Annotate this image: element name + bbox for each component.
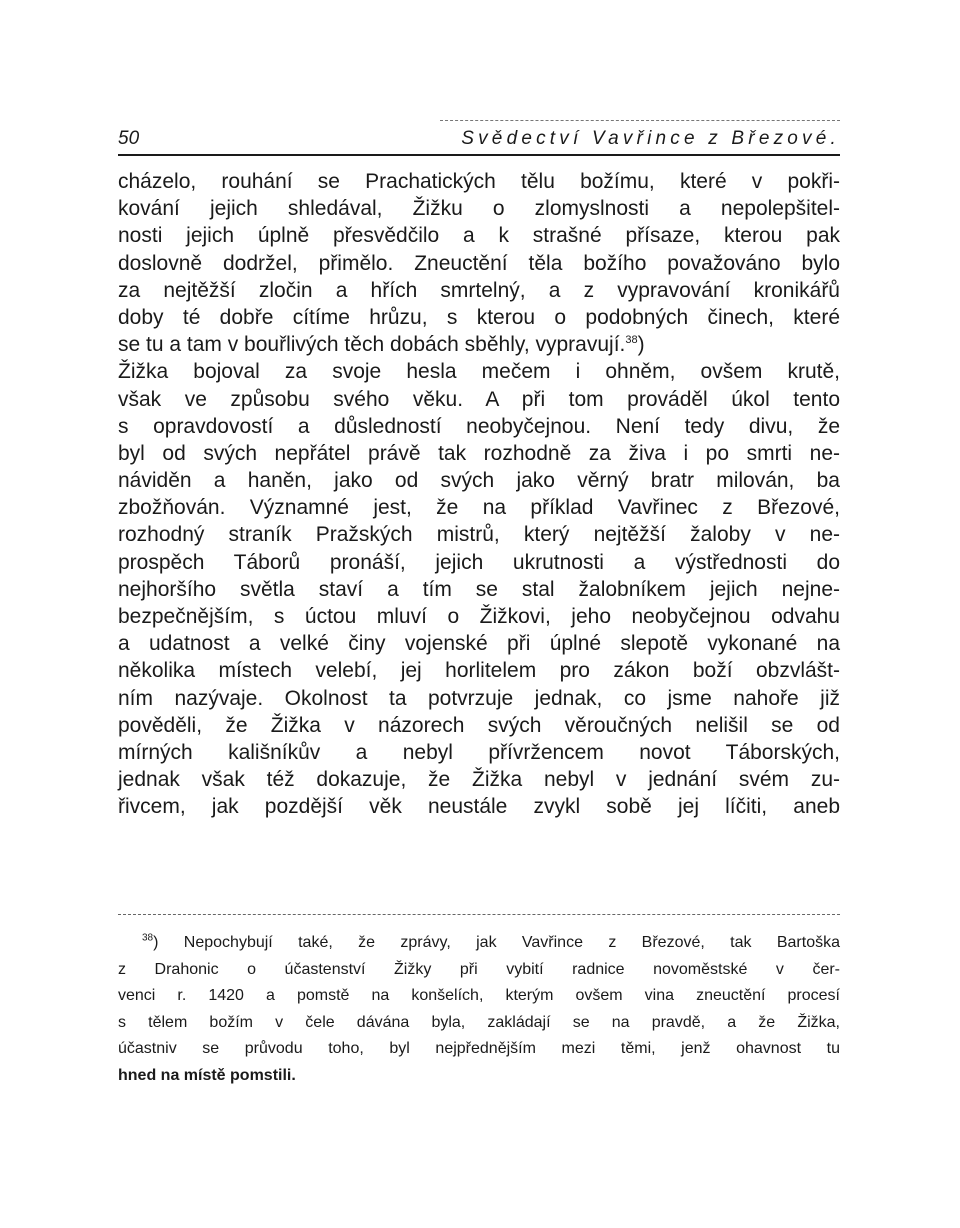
body-line: ním nazývaje. Okolnost ta potvrzuje jednak, co jsme nahoře již <box>118 686 840 710</box>
footnote-line: venci r. 1420 a pomstě na konšelích, kterým ovšem vina zneuctění procesí <box>118 987 840 1004</box>
body-line: a udatnost a velké činy vojenské při úplné slepotě vykonané na <box>118 632 840 656</box>
body-line-with-footnote-ref <box>118 331 840 358</box>
footnote-rule <box>118 914 840 915</box>
body-text <box>118 168 840 821</box>
body-line: řivcem, jak pozdější věk neustále zvykl sobě jej líčiti, aneb <box>118 795 840 819</box>
running-title: Svědectví Vavřince z Březové. <box>461 128 840 149</box>
body-line: zbožňován. Významné jest, že na příklad Vavřinec z Březové, <box>118 496 840 520</box>
footnote-reference-paren: ) <box>637 333 645 357</box>
body-line: nosti jejich úplně přesvědčilo a k strašné přísaze, kterou pak <box>118 224 840 248</box>
body-line: mírných kališníkův a nebyl přívržencem novot Táborských, <box>118 740 840 764</box>
body-line: několika místech velebí, jej horlitelem pro zákon boží obzvlášt- <box>118 659 840 683</box>
body-line: byl od svých nepřátel právě tak rozhodně za živa i po smrti ne- <box>118 441 840 465</box>
footnote-marker: 38 <box>142 932 154 944</box>
body-line: jednak však též dokazuje, že Žižka nebyl v jednání svém zu- <box>118 768 840 792</box>
footnotes <box>118 930 840 1089</box>
footnote-line: s tělem božím v čele dávána byla, zakládají se na pravdě, a že Žižka, <box>118 1013 840 1031</box>
body-line: však ve způsobu svého věku. A při tom prováděl úkol tento <box>118 387 840 411</box>
header-top-rule <box>440 120 840 121</box>
footnote-line: hned na místě pomstili. <box>118 1066 296 1084</box>
body-line: Žižka bojoval za svoje hesla mečem i ohněm, ovšem krutě, <box>118 360 840 384</box>
body-line: kování jejich shledával, Žižku o zlomyslnosti a nepolepšitel- <box>118 197 840 221</box>
footnote-line <box>118 930 840 957</box>
body-line: doslovně dodržel, přimělo. Zneuctění těla božího považováno bylo <box>118 251 840 275</box>
body-line: s opravdovostí a důsledností neobyčejnou. Není tedy divu, že <box>118 414 840 438</box>
footnote-line: z Drahonic o účastenství Žižky při vybití radnice novoměstské v čer- <box>118 960 840 978</box>
footnote-line: účastniv se průvodu toho, byl nejpřednějším mezi těmi, jenž ohavnost tu <box>118 1040 840 1057</box>
header-rule <box>118 154 840 156</box>
body-line: rozhodný straník Pražských mistrů, který nejtěžší žaloby v ne- <box>118 523 840 547</box>
body-line: náviděn a haněn, jako od svých jako věrný bratr milován, ba <box>118 469 840 493</box>
body-line: bezpečnějším, s úctou mluví o Žižkovi, jeho neobyčejnou odvahu <box>118 605 840 628</box>
body-line: nejhoršího světla staví a tím se stal žalobníkem jejich nejne- <box>118 577 840 601</box>
body-line: prospěch Táborů pronáší, jejich ukrutnosti a výstřednosti do <box>118 550 840 574</box>
body-line: pověděli, že Žižka v názorech svých věroučných nelišil se od <box>118 713 840 737</box>
page-number: 50 <box>118 128 140 149</box>
body-line: za nejtěžší zločin a hřích smrtelný, a z vypravování kronikářů <box>118 278 840 302</box>
page-header <box>118 128 840 152</box>
body-line-text: se tu a tam v bouřlivých těch dobách sběhly, vypravují. <box>118 333 626 357</box>
body-line: doby té dobře cítíme hrůzu, s kterou o podobných činech, které <box>118 305 840 329</box>
body-line: cházelo, rouhání se Prachatických tělu božímu, které v pokři- <box>118 170 840 193</box>
footnote-reference: 38 <box>625 334 638 347</box>
footnote-text: ) Nepochybují také, že zprávy, jak Vavřince z Březové, tak Bartoška <box>153 934 840 951</box>
